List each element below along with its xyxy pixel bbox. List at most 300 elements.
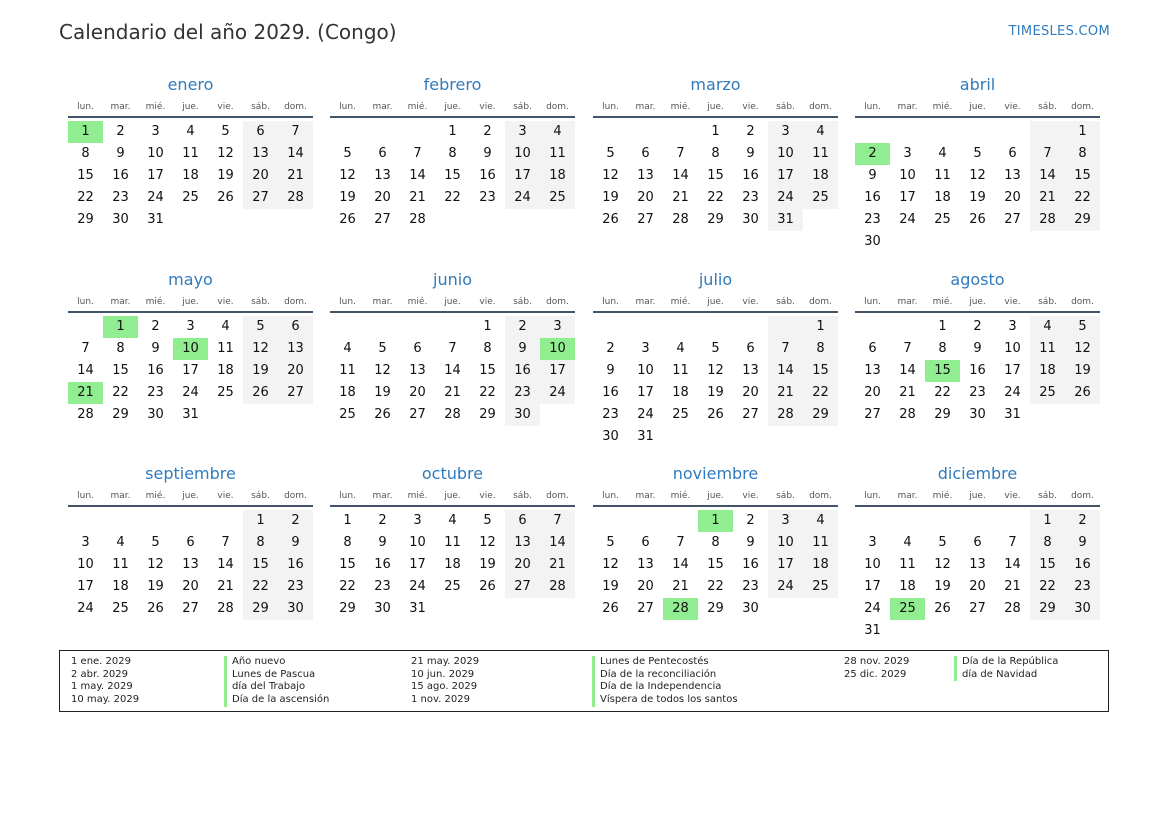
day-cell: 24 (1004, 385, 1021, 400)
day-cell: 8 (711, 535, 720, 550)
weekday-label: vie. (1004, 102, 1021, 112)
day-cell: 20 (742, 385, 759, 400)
day-cell: 23 (969, 385, 986, 400)
weekday-label: mar. (110, 297, 131, 307)
day-cell: 7 (448, 341, 457, 356)
weekday-label: vie. (217, 297, 234, 307)
day-cell: 24 (182, 385, 199, 400)
day-cell: 22 (1030, 576, 1065, 598)
weekday-label: lun. (77, 297, 94, 307)
weekday-label: dom. (1071, 491, 1094, 501)
day-cell: 18 (803, 554, 838, 576)
legend-col3-names (962, 656, 1058, 681)
empty-cell (173, 510, 208, 532)
day-grid (68, 121, 313, 231)
day-cell: 12 (339, 168, 356, 183)
day-cell: 28 (899, 407, 916, 422)
day-cell: 7 (1030, 143, 1065, 165)
day-cell: 21 (409, 190, 426, 205)
day-cell: 11 (444, 535, 461, 550)
day-cell: 11 (1030, 338, 1065, 360)
day-cell: 26 (602, 212, 619, 227)
weekday-header (330, 489, 575, 507)
day-cell: 6 (186, 535, 195, 550)
empty-cell (593, 316, 628, 338)
weekday-header (855, 489, 1100, 507)
day-cell: 29 (1065, 209, 1100, 231)
day-cell: 9 (973, 341, 982, 356)
day-cell: 11 (803, 143, 838, 165)
legend-marker-bar (954, 656, 957, 681)
day-cell: 15 (707, 168, 724, 183)
weekday-label: jue. (707, 297, 724, 307)
day-cell: 14 (217, 557, 234, 572)
holiday-day-cell: 25 (890, 598, 925, 620)
day-cell: 30 (1065, 598, 1100, 620)
day-grid (68, 316, 313, 426)
weekday-label: mar. (372, 297, 393, 307)
day-cell: 31 (409, 601, 426, 616)
month-name: julio (698, 270, 733, 289)
weekday-label: sáb. (251, 102, 270, 112)
day-cell: 5 (221, 124, 230, 139)
weekday-label: jue. (182, 102, 199, 112)
day-cell: 10 (505, 143, 540, 165)
empty-cell (593, 510, 628, 532)
day-cell: 20 (505, 554, 540, 576)
day-cell: 23 (864, 212, 881, 227)
day-cell: 6 (868, 341, 877, 356)
month-name: enero (167, 75, 214, 94)
day-cell: 19 (217, 168, 234, 183)
day-cell: 23 (278, 576, 313, 598)
legend-date: 1 may. 2029 (71, 681, 133, 693)
day-cell: 12 (602, 168, 619, 183)
day-cell: 13 (505, 532, 540, 554)
day-cell: 3 (151, 124, 160, 139)
month-enero (68, 74, 313, 231)
weekday-label: jue. (969, 491, 986, 501)
day-cell: 25 (1030, 382, 1065, 404)
day-cell: 18 (672, 385, 689, 400)
month-febrero (330, 74, 575, 231)
day-cell: 23 (479, 190, 496, 205)
day-cell: 25 (540, 187, 575, 209)
day-cell: 27 (1004, 212, 1021, 227)
day-cell: 11 (339, 363, 356, 378)
day-cell: 3 (768, 510, 803, 532)
day-cell: 9 (378, 535, 387, 550)
month-name: mayo (168, 270, 213, 289)
day-cell: 18 (1030, 360, 1065, 382)
day-cell: 4 (938, 146, 947, 161)
legend-holiday-name: día de Navidad (962, 668, 1038, 680)
weekday-label: jue. (182, 491, 199, 501)
day-cell: 5 (343, 146, 352, 161)
day-cell: 14 (1004, 557, 1021, 572)
day-cell: 29 (112, 407, 129, 422)
weekday-label: dom. (1071, 297, 1094, 307)
day-grid (593, 316, 838, 448)
day-cell: 22 (803, 382, 838, 404)
day-cell: 19 (479, 557, 496, 572)
day-cell: 26 (374, 407, 391, 422)
weekday-label: vie. (742, 102, 759, 112)
day-cell: 27 (278, 382, 313, 404)
weekday-header (855, 295, 1100, 313)
day-cell: 30 (112, 212, 129, 227)
weekday-label: lun. (864, 491, 881, 501)
day-cell: 5 (938, 535, 947, 550)
day-cell: 20 (374, 190, 391, 205)
month-noviembre (593, 463, 838, 620)
legend-holiday-name: Lunes de Pascua (232, 668, 316, 680)
day-cell: 25 (444, 579, 461, 594)
empty-cell (960, 510, 995, 532)
day-cell: 29 (803, 404, 838, 426)
day-cell: 6 (641, 535, 650, 550)
day-cell: 14 (409, 168, 426, 183)
weekday-label: dom. (809, 297, 832, 307)
day-cell: 13 (969, 557, 986, 572)
day-cell: 4 (803, 121, 838, 143)
day-cell: 25 (672, 407, 689, 422)
day-cell: 1 (711, 124, 720, 139)
empty-cell (68, 510, 103, 532)
weekday-label: mar. (110, 491, 131, 501)
day-cell: 31 (1004, 407, 1021, 422)
day-cell: 5 (711, 341, 720, 356)
day-cell: 8 (483, 341, 492, 356)
day-cell: 21 (672, 190, 689, 205)
empty-cell (628, 510, 663, 532)
weekday-label: mar. (635, 102, 656, 112)
holiday-day-cell: 15 (925, 360, 960, 382)
day-cell: 24 (864, 601, 881, 616)
day-cell: 27 (505, 576, 540, 598)
day-cell: 9 (483, 146, 492, 161)
day-cell: 28 (1030, 209, 1065, 231)
empty-cell (855, 510, 890, 532)
empty-cell (855, 316, 890, 338)
weekday-label: sáb. (513, 102, 532, 112)
empty-cell (995, 121, 1030, 143)
day-cell: 4 (116, 535, 125, 550)
day-cell: 22 (934, 385, 951, 400)
day-cell: 6 (378, 146, 387, 161)
day-cell: 21 (278, 165, 313, 187)
day-cell: 7 (81, 341, 90, 356)
day-cell: 5 (378, 341, 387, 356)
weekday-label: dom. (546, 491, 569, 501)
day-cell: 5 (243, 316, 278, 338)
day-cell: 28 (444, 407, 461, 422)
day-cell: 26 (707, 407, 724, 422)
empty-cell (663, 121, 698, 143)
day-cell: 10 (1004, 341, 1021, 356)
legend-col1-names (232, 656, 329, 707)
day-cell: 14 (540, 532, 575, 554)
weekday-label: mar. (897, 297, 918, 307)
weekday-header (330, 295, 575, 313)
month-name: noviembre (672, 464, 759, 483)
day-cell: 25 (339, 407, 356, 422)
day-cell: 8 (803, 338, 838, 360)
day-cell: 13 (374, 168, 391, 183)
month-name: agosto (950, 270, 1005, 289)
day-cell: 6 (973, 535, 982, 550)
day-cell: 1 (1030, 510, 1065, 532)
day-cell: 17 (864, 579, 881, 594)
weekday-label: mié. (145, 102, 166, 112)
day-cell: 15 (803, 360, 838, 382)
day-cell: 7 (221, 535, 230, 550)
empty-cell (890, 316, 925, 338)
empty-cell (733, 316, 768, 338)
day-cell: 8 (116, 341, 125, 356)
weekday-label: vie. (217, 102, 234, 112)
day-cell: 9 (606, 363, 615, 378)
day-cell: 29 (479, 407, 496, 422)
weekday-header (593, 489, 838, 507)
day-cell: 27 (374, 212, 391, 227)
day-cell: 25 (182, 190, 199, 205)
day-cell: 25 (112, 601, 129, 616)
day-cell: 14 (899, 363, 916, 378)
day-cell: 7 (768, 338, 803, 360)
day-cell: 28 (768, 404, 803, 426)
empty-cell (663, 510, 698, 532)
day-cell: 29 (934, 407, 951, 422)
holiday-day-cell: 1 (698, 510, 733, 532)
weekday-label: lun. (602, 297, 619, 307)
weekday-header (593, 295, 838, 313)
day-cell: 27 (243, 187, 278, 209)
legend-date: 10 jun. 2029 (411, 668, 475, 680)
weekday-label: lun. (602, 491, 619, 501)
day-cell: 3 (186, 319, 195, 334)
weekday-label: lun. (864, 102, 881, 112)
weekday-label: sáb. (251, 491, 270, 501)
day-cell: 30 (602, 429, 619, 444)
empty-cell (1030, 121, 1065, 143)
day-cell: 12 (374, 363, 391, 378)
weekday-label: vie. (742, 297, 759, 307)
day-cell: 16 (278, 554, 313, 576)
day-cell: 1 (803, 316, 838, 338)
day-cell: 16 (147, 363, 164, 378)
day-cell: 31 (864, 623, 881, 638)
day-cell: 13 (1004, 168, 1021, 183)
day-cell: 22 (707, 579, 724, 594)
day-cell: 4 (221, 319, 230, 334)
day-cell: 13 (243, 143, 278, 165)
day-cell: 18 (540, 165, 575, 187)
day-cell: 17 (147, 168, 164, 183)
day-cell: 13 (742, 363, 759, 378)
day-cell: 19 (969, 190, 986, 205)
day-cell: 4 (540, 121, 575, 143)
day-cell: 11 (217, 341, 234, 356)
day-cell: 17 (1004, 363, 1021, 378)
month-abril (855, 74, 1100, 253)
day-cell: 24 (637, 407, 654, 422)
weekday-label: jue. (707, 102, 724, 112)
legend-date: 1 nov. 2029 (411, 694, 470, 706)
day-cell: 4 (676, 341, 685, 356)
weekday-label: jue. (444, 102, 461, 112)
day-cell: 2 (278, 510, 313, 532)
month-name: diciembre (937, 464, 1018, 483)
day-cell: 19 (243, 360, 278, 382)
weekday-label: lun. (602, 102, 619, 112)
day-grid (855, 510, 1100, 642)
day-cell: 22 (77, 190, 94, 205)
day-cell: 10 (409, 535, 426, 550)
holiday-day-cell: 1 (103, 316, 138, 338)
empty-cell (400, 121, 435, 143)
day-cell: 17 (182, 363, 199, 378)
weekday-label: lun. (339, 297, 356, 307)
day-cell: 25 (934, 212, 951, 227)
day-cell: 2 (746, 124, 755, 139)
day-cell: 15 (77, 168, 94, 183)
day-cell: 8 (243, 532, 278, 554)
day-cell: 2 (483, 124, 492, 139)
day-cell: 8 (1065, 143, 1100, 165)
day-cell: 28 (540, 576, 575, 598)
day-cell: 2 (116, 124, 125, 139)
day-cell: 14 (672, 168, 689, 183)
day-cell: 18 (217, 363, 234, 378)
day-cell: 19 (934, 579, 951, 594)
day-cell: 19 (147, 579, 164, 594)
day-cell: 19 (602, 190, 619, 205)
day-cell: 10 (899, 168, 916, 183)
day-cell: 21 (444, 385, 461, 400)
day-cell: 1 (483, 319, 492, 334)
day-cell: 6 (1008, 146, 1017, 161)
weekday-label: dom. (546, 102, 569, 112)
day-cell: 26 (934, 601, 951, 616)
weekday-label: dom. (284, 102, 307, 112)
day-cell: 27 (409, 407, 426, 422)
day-cell: 19 (339, 190, 356, 205)
weekday-label: sáb. (513, 491, 532, 501)
day-cell: 5 (151, 535, 160, 550)
legend-date: 2 abr. 2029 (71, 668, 129, 680)
day-cell: 20 (864, 385, 881, 400)
holiday-day-cell: 10 (173, 338, 208, 360)
month-name: septiembre (145, 464, 236, 483)
empty-cell (890, 510, 925, 532)
day-cell: 2 (378, 513, 387, 528)
weekday-label: sáb. (776, 297, 795, 307)
day-cell: 23 (112, 190, 129, 205)
weekday-label: mar. (635, 297, 656, 307)
weekday-label: jue. (707, 491, 724, 501)
weekday-label: vie. (479, 491, 496, 501)
day-cell: 8 (1030, 532, 1065, 554)
day-cell: 22 (479, 385, 496, 400)
day-cell: 4 (803, 510, 838, 532)
day-cell: 3 (413, 513, 422, 528)
day-cell: 29 (707, 601, 724, 616)
weekday-label: sáb. (1038, 102, 1057, 112)
empty-cell (400, 316, 435, 338)
holiday-day-cell: 2 (855, 143, 890, 165)
day-cell: 9 (1065, 532, 1100, 554)
weekday-label: mar. (372, 102, 393, 112)
day-cell: 11 (899, 557, 916, 572)
day-cell: 16 (479, 168, 496, 183)
day-cell: 21 (1004, 579, 1021, 594)
weekday-label: jue. (969, 102, 986, 112)
day-cell: 4 (448, 513, 457, 528)
day-cell: 19 (707, 385, 724, 400)
weekday-label: sáb. (1038, 491, 1057, 501)
day-cell: 2 (505, 316, 540, 338)
weekday-label: dom. (284, 491, 307, 501)
weekday-header (68, 295, 313, 313)
day-cell: 13 (278, 338, 313, 360)
day-cell: 16 (864, 190, 881, 205)
day-cell: 21 (899, 385, 916, 400)
weekday-header (68, 100, 313, 118)
day-cell: 21 (1030, 187, 1065, 209)
month-name: abril (959, 75, 996, 94)
day-cell: 28 (1004, 601, 1021, 616)
empty-cell (330, 121, 365, 143)
day-cell: 16 (374, 557, 391, 572)
day-cell: 18 (899, 579, 916, 594)
day-cell: 26 (479, 579, 496, 594)
day-cell: 26 (147, 601, 164, 616)
day-cell: 12 (602, 557, 619, 572)
empty-cell (103, 510, 138, 532)
legend-holiday-name: Lunes de Pentecostés (600, 656, 709, 667)
weekday-header (68, 489, 313, 507)
day-cell: 26 (969, 212, 986, 227)
day-cell: 5 (606, 146, 615, 161)
day-cell: 17 (899, 190, 916, 205)
day-cell: 27 (637, 601, 654, 616)
day-cell: 25 (803, 187, 838, 209)
day-cell: 15 (1065, 165, 1100, 187)
month-name: octubre (421, 464, 484, 483)
day-cell: 30 (147, 407, 164, 422)
weekday-label: jue. (969, 297, 986, 307)
day-cell: 24 (768, 187, 803, 209)
day-cell: 17 (505, 165, 540, 187)
day-cell: 3 (903, 146, 912, 161)
day-cell: 21 (768, 382, 803, 404)
day-cell: 22 (1065, 187, 1100, 209)
month-name: junio (433, 270, 472, 289)
day-cell: 20 (409, 385, 426, 400)
empty-cell (663, 316, 698, 338)
day-cell: 13 (864, 363, 881, 378)
weekday-label: mié. (670, 491, 691, 501)
legend-holiday-name: Día de la República (962, 656, 1059, 667)
empty-cell (698, 316, 733, 338)
legend-holiday-name: Día de la ascensión (232, 694, 330, 706)
weekday-label: mié. (407, 102, 428, 112)
day-cell: 9 (116, 146, 125, 161)
day-grid (593, 510, 838, 620)
day-cell: 9 (151, 341, 160, 356)
site-brand-link[interactable]: TIMESLES.COM (1008, 24, 1110, 39)
